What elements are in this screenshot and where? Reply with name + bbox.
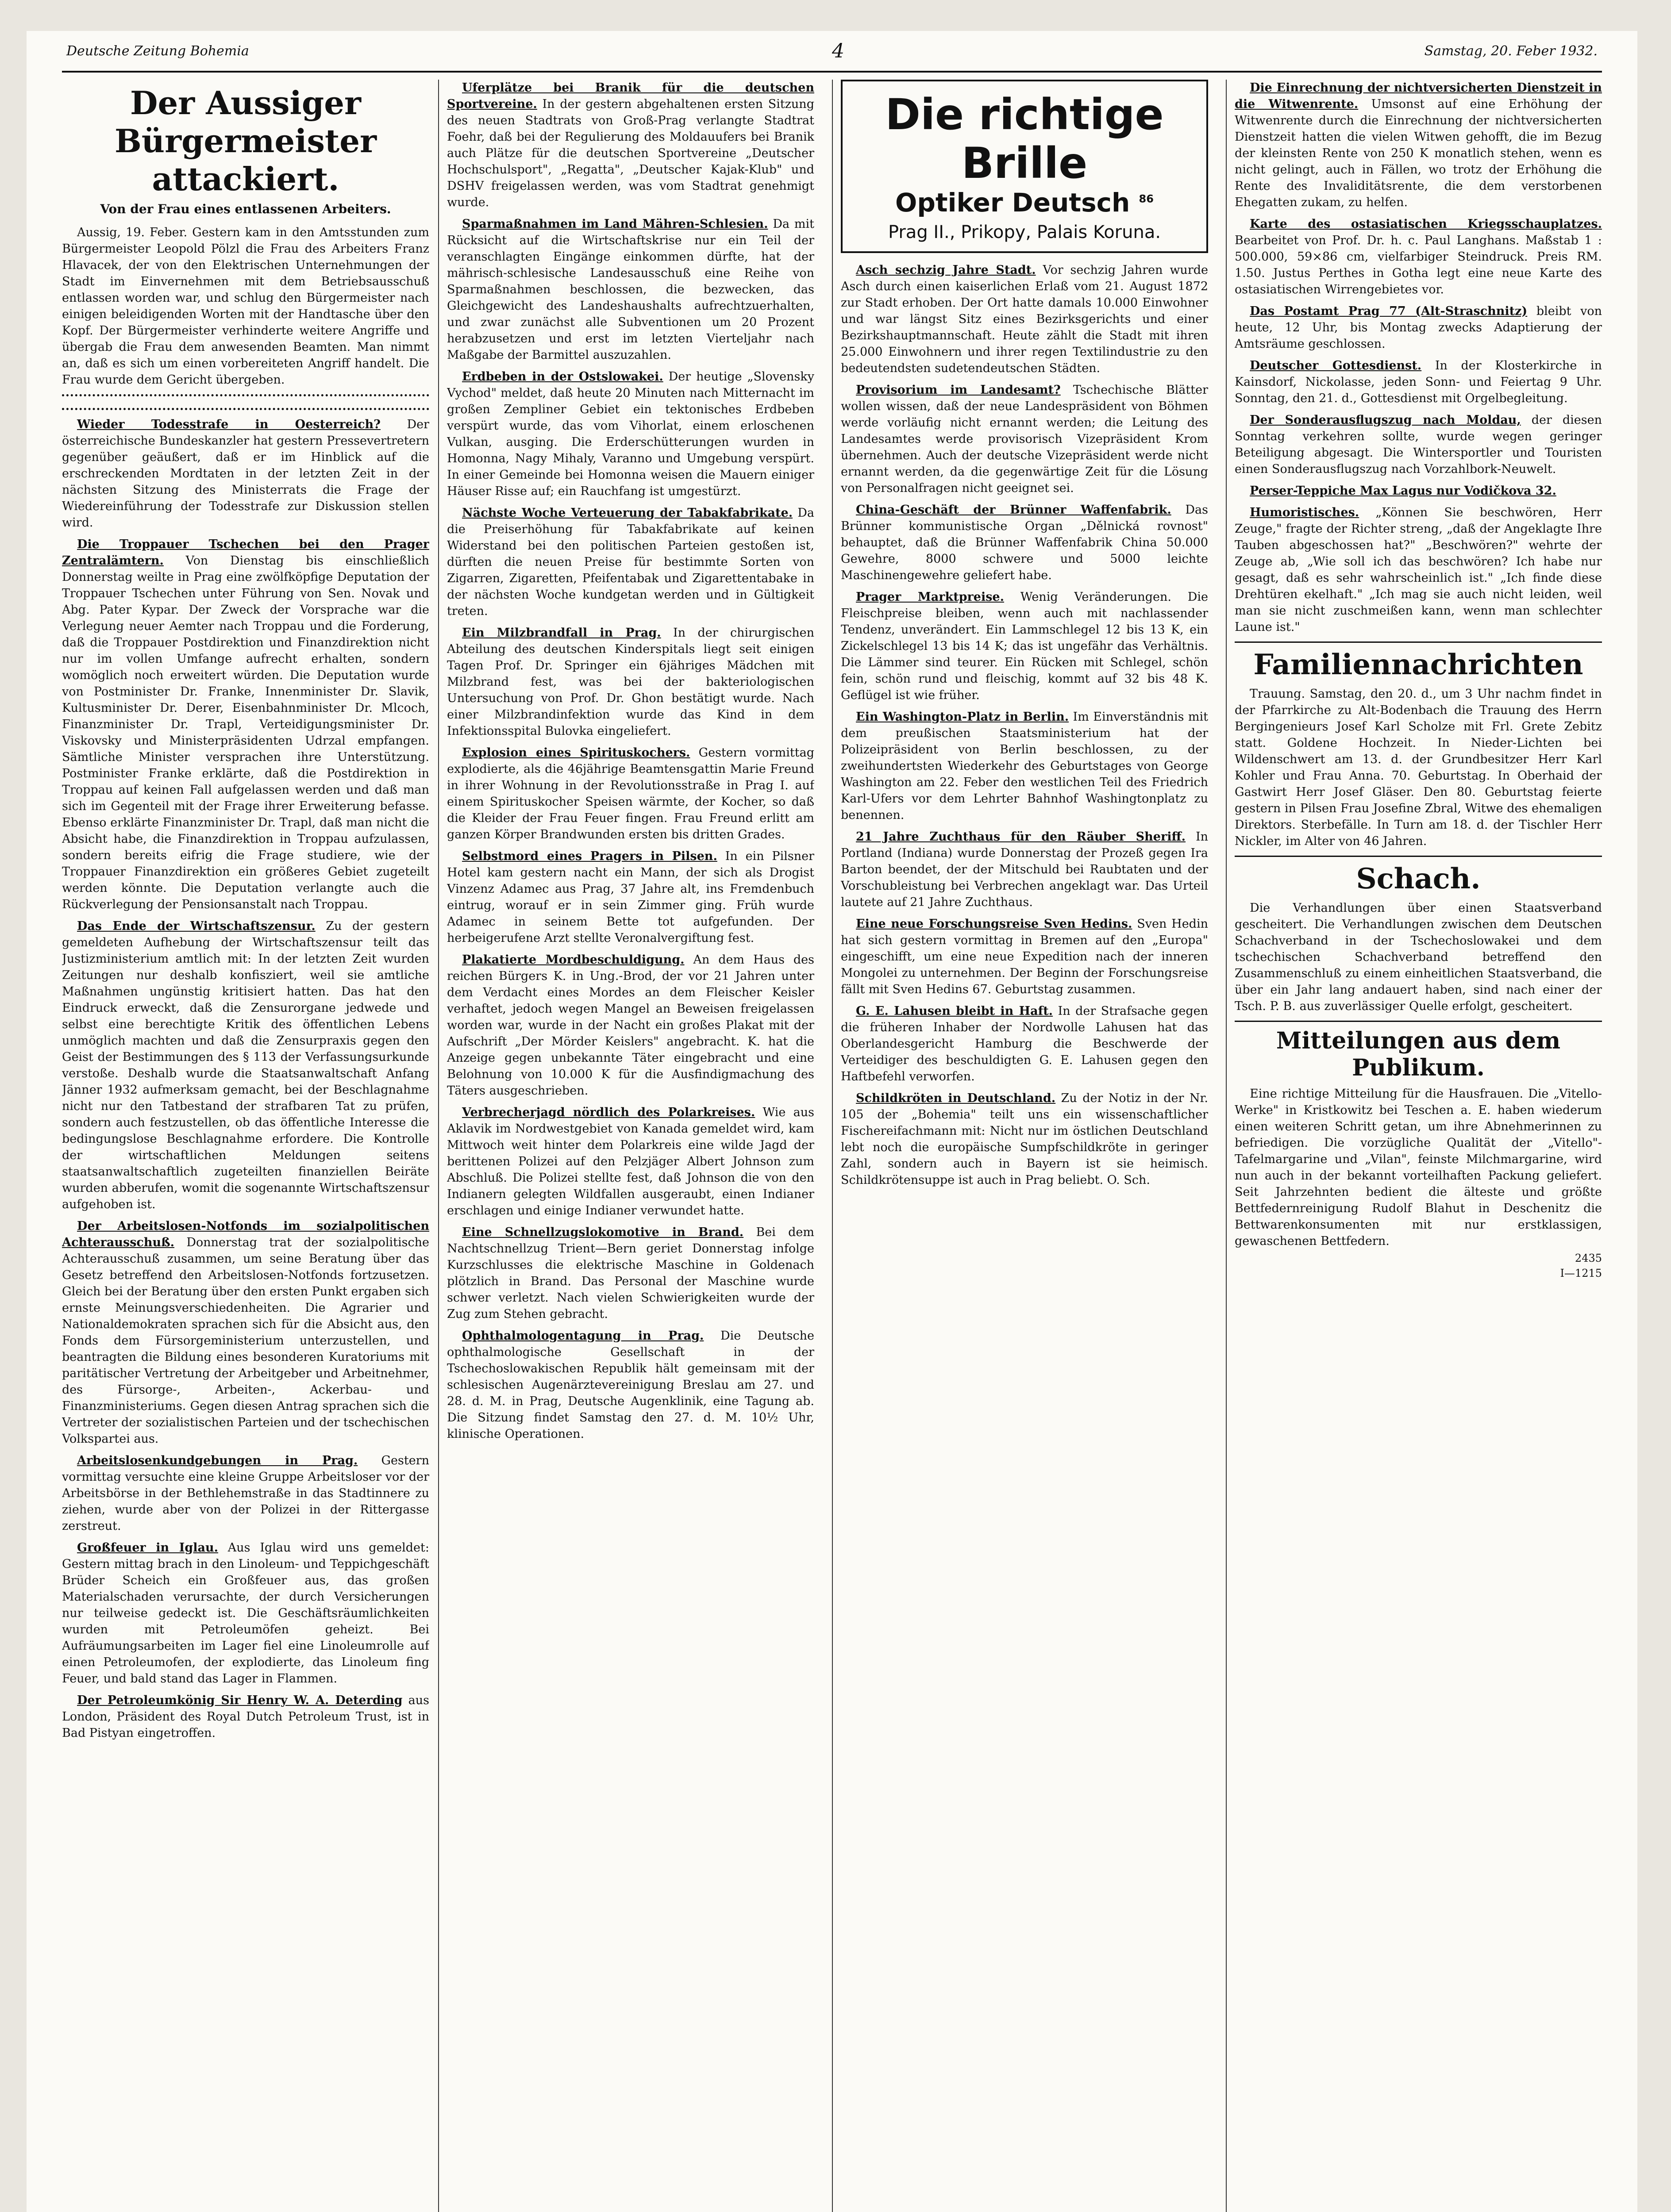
news-item-text: Donnerstag trat der sozialpolitische Achterausschuß zusammen, um seine Beratung über das Gesetz betreffend den Arbeitslosen-Notfonds fortzusetzen. Gleich bei der Beratung über den ersten Punkt ergaben sich ernste Meinungsverschiedenheiten. Die Agrarier und Nationaldemokraten sprachen sich für die Absicht aus, den Fonds dem Fürsorgeministerium unterzustellen, und beantragten die Bildung eines besonderen Kuratoriums mit paritätischer Vertretung der Arbeitgeber und Arbeitnehmer, des Fürsorge-, Arbeiten-, Ackerbau- und Finanzministeriums. Gegen diesen Antrag sprachen sich die Vertreter der sozialistischen Parteien und der tschechischen Volkspartei aus. xyxy=(62,1236,429,1446)
news-item-text: Wie aus Aklavik im Nordwestgebiet von Kanada gemeldet wird, kam Mittwoch weit hinter dem Polarkreis eine wilde Jagd der berittenen Polizei auf den Pelzjäger Albert Johnson zum Abschluß. Die Polizei stellte fest, daß Johnson die von den Indianern gelegten Wildfallen ausgeraubt, einen Indianer erschlagen und einige Indianer verwundet hatte. xyxy=(447,1106,814,1217)
news-item-title: Die Einrechnung der nichtversicherten Dienstzeit in die Witwenrente. xyxy=(1235,81,1602,111)
news-item-title: Erdbeben in der Ostslowakei. xyxy=(462,370,663,384)
chess-heading: Schach. xyxy=(1235,856,1602,895)
lead-headline: Der Aussiger Bürgermeister attackiert. xyxy=(114,84,377,198)
news-item-title: Explosion eines Spirituskochers. xyxy=(462,746,690,760)
news-item xyxy=(62,918,429,1213)
news-item xyxy=(447,625,814,739)
news-item-title: Selbstmord eines Pragers in Pilsen. xyxy=(462,849,717,863)
news-item-title: Humoristisches. xyxy=(1250,506,1359,519)
news-item-text: Der heutige „Slovensky Vychod" meldet, daß heute 20 Minuten nach Mitternacht im großen Zempliner Gebiet ein tektonisches Erdbeben verspürt wurde, das vom Vihorlat, einem erloschenen Vulkan, ausging. Die Erderschütterungen wurden in Homonna, Nagy Mihaly, Varanno und Umgebung verspürt. In einer Gemeinde bei Homonna weisen die Mauern einiger Häuser Risse auf; ein Rauchfang ist umgestürzt. xyxy=(447,370,814,498)
news-item xyxy=(1235,216,1602,298)
news-list xyxy=(447,80,814,1442)
chess-text: Die Verhandlungen über einen Staatsverband gescheitert. Die Verhandlungen zwischen dem Deutschen Schachverband in der Tschechoslowakei und dem tschechischen Schachverband betreffend den Zusammenschluß zu einem einheitlichen Staatsverband, die über ein Jahr lang andauert haben, sind nach einer der Tsch. P. B. aus zuverlässiger Quelle erfolgt, gescheitert. xyxy=(1235,901,1602,1013)
column-rule xyxy=(832,80,833,2212)
news-item-title: Deutscher Gottesdienst. xyxy=(1250,359,1422,373)
news-item-title: Ophthalmologentagung in Prag. xyxy=(462,1329,704,1343)
news-item-text: aus London, Präsident des Royal Dutch Petroleum Trust, ist in Bad Pistyan eingetroffen. xyxy=(62,1694,429,1740)
column-4 xyxy=(1235,80,1602,2212)
ad-code: 2435 xyxy=(1575,1252,1602,1264)
news-item-text: An dem Haus des reichen Bürgers K. in Ung.-Brod, der vor 21 Jahren unter dem Verdacht eines Mordes an dem Fleischer Keisler verhaftet, jedoch wegen Mangel an Beweisen freigelassen worden war, wurde in der Nacht ein großes Plakat mit der Aufschrift „Der Mörder Keislers" angebracht. K. hat die Anzeige gegen unbekannte Täter eingebracht und eine Belohnung von 10.000 K für die Ausfindigmachung des Täters ausgeschrieben. xyxy=(447,953,814,1098)
news-item-title: Eine neue Forschungsreise Sven Hedins. xyxy=(856,917,1132,931)
news-item-title: Ein Milzbrandfall in Prag. xyxy=(462,626,661,640)
news-list xyxy=(1235,80,1602,635)
news-item-title: Nächste Woche Verteuerung der Tabakfabrikate. xyxy=(462,506,793,520)
family-news-heading: Familiennachrichten xyxy=(1235,641,1602,681)
ad-company xyxy=(847,188,1202,218)
news-item-title: Perser-Teppiche Max Lagus nur Vodičkova 32. xyxy=(1250,484,1556,498)
news-item xyxy=(62,1218,429,1447)
separator-rule xyxy=(62,394,429,410)
news-item xyxy=(447,1224,814,1322)
news-item-text: In Portland (Indiana) wurde Donnerstag der Prozeß gegen Ira Barton beendet, der der Mitschuld bei Raubtaten und der Vorschubleistung bei Verbrechen angeklagt war. Das Urteil lautete auf 21 Jahre Zuchthaus. xyxy=(841,830,1208,909)
news-item-text: Gestern vormittag explodierte, als die 46jährige Beamtensgattin Marie Freund in ihrer Wohnung in der Revolutionsstraße in Prag I. auf einem Spirituskocher Speisen wärmte, der Kocher, so daß die Kleider der Frau Feuer fingen. Frau Freund erlitt am ganzen Körper Brandwunden ersten bis dritten Grades. xyxy=(447,746,814,841)
page-header xyxy=(62,35,1602,73)
newspaper-page xyxy=(27,31,1637,2212)
news-item xyxy=(841,589,1208,703)
news-item-text: der diesen Sonntag verkehren sollte, wurde wegen geringer Beteiligung abgesagt. Die Wintersportler und Touristen einen Sonderausflugszug nach Vorzahlbork-Neuwelt. xyxy=(1235,413,1602,476)
news-list xyxy=(62,416,429,1741)
lead-byline: Von der Frau eines entlassenen Arbeiters. xyxy=(100,202,391,216)
news-item xyxy=(62,536,429,913)
news-item xyxy=(447,80,814,211)
news-item-text: Sven Hedin hat sich gestern vormittag in Bremen auf den „Europa" eingeschifft, um eine neue Expedition nach der inneren Mongolei zu unternehmen. Der Beginn der Forschungsreise fällt mit Sven Hedins 67. Geburtstag zusammen. xyxy=(841,917,1208,996)
news-item xyxy=(447,1328,814,1442)
news-item-title: Ein Washington-Platz in Berlin. xyxy=(856,710,1069,724)
news-item-title: Prager Marktpreise. xyxy=(856,590,1004,604)
news-item-text: „Können Sie beschwören, Herr Zeuge," fragte der Richter streng, „daß der Angeklagte Ihre Tauben abgeschossen hat?" „Beschwören?" wehrte der Zeuge ab, „Wie soll ich das beschwören? Ich habe nur gesagt, daß es sehr wahrscheinlich ist." „Ich finde diese Drehtüren ekelhaft." „Ich mag sie auch nicht leiden, weil man sie nicht zuschmeißen kann, wenn man schlechter Laune ist." xyxy=(1235,506,1602,634)
news-item xyxy=(1235,412,1602,477)
news-item xyxy=(62,1452,429,1534)
column-3 xyxy=(841,80,1208,2212)
news-item xyxy=(841,1003,1208,1085)
news-item-text: In der Klosterkirche in Kainsdorf, Nickolasse, jeden Sonn- und Feiertag 9 Uhr. Sonntag, den 21. d., Gottesdienst mit Orgelbegleitung. xyxy=(1235,359,1602,405)
family-news-text: Trauung. Samstag, den 20. d., um 3 Uhr nachm findet in der Pfarrkirche zu Alt-Bodenbach die Trauung des Herrn Bergingenieurs Josef Karl Scholze mit Frl. Grete Zebitz statt. Goldene Hochzeit. In Nieder-Lichten bei Wildenschwert am 13. d. der Grundbesitzer Herr Karl Kohler und Frau Anna. 70. Geburtstag. In Oberhaid der Gastwirt Herr Josef Gläser. Den 80. Geburtstag feierte gestern in Pilsen Frau Josefine Zbral, Witwe des ehemaligen Direktors. Sterbefälle. In Turn am 18. d. der Tischler Herr Nickler, im Alter von 46 Jahren. xyxy=(1235,687,1602,848)
ad-title: Die richtige Brille xyxy=(885,90,1164,188)
lead-article-text: Aussig, 19. Feber. Gestern kam in den Amtsstunden zum Bürgermeister Leopold Pölzl die Frau des Arbeiters Franz Hlavacek, der von den Elektrischen Unternehmungen der Stadt im Einvernehmen mit dem Betriebsausschuß entlassen worden war, und schlug den Bürgermeister nach einigen beleidigenden Worten mit der Handtasche über den Kopf. Der Bürgermeister verhinderte weitere Angriffe und übergab die Frau dem anwesenden Beamten. Man nimmt an, daß es sich um einen vorbereiteten Angriff handelt. Die Frau wurde dem Gericht übergeben. xyxy=(62,226,429,387)
news-item xyxy=(447,505,814,619)
news-item-text: Das Brünner kommunistische Organ „Dělnická rovnost" behauptet, daß die Brünner Waffenfabrik China 50.000 Gewehre, 8000 schwere und 5000 leichte Maschinengewehre geliefert habe. xyxy=(841,503,1208,582)
news-item xyxy=(841,916,1208,998)
news-item xyxy=(841,502,1208,584)
news-item-text: bleibt von heute, 12 Uhr, bis Montag zwecks Adaptierung der Amtsräume geschlossen. xyxy=(1235,304,1602,351)
news-item-text: Gestern vormittag versuchte eine kleine Gruppe Arbeitsloser vor der Arbeitsbörse in der Bethlehemstraße in das Stadtinnere zu ziehen, wurde aber von der Polizei in der Rittergasse zerstreut. xyxy=(62,1454,429,1533)
optician-advertisement xyxy=(841,80,1208,253)
news-item-title: Arbeitslosenkundgebungen in Prag. xyxy=(77,1454,358,1467)
news-item-text: Umsonst auf eine Erhöhung der Witwenrente durch die Einrechnung der nichtversicherten Dienstzeit hatten die vielen Witwen gehofft, die im Bezug der kleinsten Rente von 250 K monatlich stehen, wenn es nicht gelingt, auch in Fällen, wo trotz der Erhöhung die Rente des Invaliditätsrente, die dem verstorbenen Ehegatten zukam, zu helfen. xyxy=(1235,97,1602,209)
news-item xyxy=(841,262,1208,376)
news-item-title: Der Sonderausflugszug nach Moldau, xyxy=(1250,413,1521,427)
news-item xyxy=(1235,483,1602,499)
news-item-text: Da mit Rücksicht auf die Wirtschaftskrise nur ein Teil der veranschlagten Eingänge einkommen dürfte, hat der mährisch-schlesische Landesausschuß eine Reihe von Sparmaßnahmen beschlossen, die bezwecken, das Gleichgewicht des Landeshaushalts aufrechtzuerhalten, und zwar zunächst alle Subventionen um 20 Prozent herabzusetzen und erst im letzten Vierteljahr nach Maßgabe der Barmittel auszuzahlen. xyxy=(447,217,814,362)
news-item-text: Zu der Notiz in der Nr. 105 der „Bohemia" teilt uns ein wissenschaftlicher Fischereifachmann mit: Nicht nur im östlichen Deutschland lebt noch die europäische Sumpfschildkröte in geringer Zahl, sondern auch in Bayern ist sie heimisch. Schildkrötensuppe ist auch in Prag beliebt. O. Sch. xyxy=(841,1091,1208,1187)
news-item xyxy=(841,709,1208,823)
ad-address: Prag II., Prikopy, Palais Koruna. xyxy=(888,222,1161,242)
news-item-text: Der österreichische Bundeskanzler hat gestern Pressevertretern gegenüber geäußert, daß er im Hinblick auf die erschreckenden Mordtaten in der letzten Zeit in der nächsten Sitzung des Ministerrats die Frage der Wiedereinführung der Todesstrafe zur Diskussion stellen wird. xyxy=(62,418,429,530)
news-list xyxy=(841,262,1208,1188)
news-item-text: Bearbeitet von Prof. Dr. h. c. Paul Langhans. Maßstab 1 : 500.000, 59×86 cm, vielfarbiger Steindruck. Preis RM. 1.50. Justus Perthes in Gotha legt eine neue Karte des ostasiatischen Wirrengebietes vor. xyxy=(1235,234,1602,296)
news-item-text: In der Strafsache gegen die früheren Inhaber der Nordwolle Lahusen hat das Oberlandesgericht Hamburg die Beschwerde der Verteidiger des beschuldigten G. E. Lahusen gegen den Haftbefehl verworfen. xyxy=(841,1004,1208,1083)
news-item-title: G. E. Lahusen bleibt in Haft. xyxy=(856,1004,1053,1018)
news-item-title: Verbrecherjagd nördlich des Polarkreises. xyxy=(462,1106,755,1119)
column-rule xyxy=(438,80,439,2212)
news-item xyxy=(1235,504,1602,635)
news-item-text: Von Dienstag bis einschließlich Donnerstag weilte in Prag eine zwölfköpfige Deputation der Troppauer Tschechen unter Führung von Sen. Novak und Abg. Pater Kypar. Der Zweck der Vorsprache war die Verlegung neuer Aemter nach Troppau und die Forderung, daß die Troppauer Postdirektion und Finanzdirektion nicht nur im vollen Umfange aufrecht erhalten, sondern womöglich noch erweitert würden. Die Deputation wurde von Postminister Dr. Franke, Innenminister Dr. Slavik, Kultusminister Dr. Derer, Eisenbahnminister Dr. Mlcoch, Finanzminister Dr. Trapl, Verteidigungsminister Dr. Viskovsky und Ministerpräsidenten Udrzal empfangen. Sämtliche Minister versprachen ihre Unterstützung. Postminister Franke erklärte, daß die Postdirektion in Troppau auf keinen Fall aufgelassen werden und daß man sich im Gegenteil mit der Frage ihrer Erweiterung befasse. Ebenso erklärte Finanzminister Dr. Trapl, daß man nicht die Absicht habe, die Finanzdirektion in Troppau aufzulassen, sondern bereits eifrig die Frage studiere, wie der Troppauer Finanzdirektion ein größeres Gebiet zugeteilt werden könnte. Die Deputation verlangte auch die Rückverlegung der Pensionsanstalt nach Troppau. xyxy=(62,554,429,911)
ad-company-name: Optiker Deutsch xyxy=(895,188,1130,218)
news-item-title: Eine Schnellzugslokomotive in Brand. xyxy=(462,1225,744,1239)
news-item xyxy=(447,952,814,1099)
column-2 xyxy=(447,80,814,2212)
news-item xyxy=(447,848,814,946)
news-item xyxy=(1235,357,1602,407)
public-notices-heading: Mitteilungen aus dem Publikum. xyxy=(1235,1021,1602,1081)
news-item-text: Zu der gestern gemeldeten Aufhebung der Wirtschaftszensur teilt das Justizministerium amtlich mit: In der letzten Zeit wurden Zeitungen nur deshalb konfisziert, weil sie amtliche Maßnahmen ungünstig kritisiert hatten. Das hat den Eindruck erweckt, daß die Zensurorgane jedwede und selbst eine berechtigte Kritik des öffentlichen Lebens unmöglich machten und daß die Zensurpraxis gegen den Geist der Bestimmungen des § 113 der Verfassungsurkunde verstoße. Deshalb wurde die Staatsanwaltschaft Anfang Jänner 1932 aufmerksam gemacht, bei der Beschlagnahme nicht nur den Tatbestand der strafbaren Tat zu prüfen, sondern auch festzustellen, ob das öffentliche Interesse die bedingungslose Beschlagnahme erfordere. Die Kontrolle der wirtschaftlichen Meldungen seitens staatsanwaltschaftlich zugeteilten finanziellen Beiräte wurden abberufen, womit die sogenannte Wirtschaftszensur aufgehoben ist. xyxy=(62,919,429,1211)
ad-code: 86 xyxy=(1139,192,1154,205)
public-notices-text: Eine richtige Mitteilung für die Hausfrauen. Die „Vitello-Werke" in Kristkowitz bei Teschen a. E. haben wiederum einen weiteren Schritt getan, um ihre Abnehmerinnen zu befriedigen. Die vorzügliche Qualität der „Vitello"-Tafelmargarine und „Vilan", feinste Milchmargarine, wird nun auch in der bekannt vorteilhaften Packung geliefert. Seit Jahrzehnten bedient die älteste und größte Bettfedernreinigung Rudolf Blahut in Deschenitz die Bettwarenkonsumenten mit nur erstklassigen, gewaschenen Bettfedern. xyxy=(1235,1087,1602,1248)
news-item-title: China-Geschäft der Brünner Waffenfabrik. xyxy=(856,503,1171,517)
news-item-text: In der gestern abgehaltenen ersten Sitzung des neuen Stadtrats von Groß-Prag verlangte Stadtrat Foehr, daß bei der Regulierung des Moldauufers bei Branik auch Plätze für die deutschen Sportvereine „Deutscher Hochschulsport", „Regatta", „Deutscher Kajak-Klub" und DSHV freigelassen werden, was vom Stadtrat genehmigt wurde. xyxy=(447,97,814,209)
news-item xyxy=(447,369,814,499)
news-item-text: In der chirurgischen Abteilung des deutschen Kinderspitals liegt seit einigen Tagen Prof. Dr. Springer ein 6jähriges Mädchen mit Milzbrand fest, was bei der bakteriologischen Untersuchung von Prof. Dr. Ghon bestätigt wurde. Nach einer Milzbrandinfektion wurde das Kind in dem Infektionsspital Bulovka eingeliefert. xyxy=(447,626,814,738)
column-rule xyxy=(1226,80,1227,2212)
news-item-title: Das Postamt Prag 77 (Alt-Straschnitz) xyxy=(1250,304,1528,318)
news-item-title: Das Ende der Wirtschaftszensur. xyxy=(77,919,316,933)
news-item xyxy=(62,1692,429,1741)
news-item-title: Wieder Todesstrafe in Oesterreich? xyxy=(77,418,381,431)
news-item-text: Vor sechzig Jahren wurde Asch durch einen kaiserlichen Erlaß vom 21. August 1872 zur Stadt erhoben. Der Ort hatte damals 10.000 Einwohner und war längst Sitz eines Bezirksgerichts und einer Bezirkshauptmannschaft. Heute zählt die Stadt mit ihren 25.000 Einwohnern und ihrer regen Textilindustrie zu den bedeutendsten sudetendeutschen Städten. xyxy=(841,263,1208,375)
news-item-text: Wenig Veränderungen. Die Fleischpreise bleiben, wenn auch mit nachlassender Tendenz, unverändert. Ein Lammschlegel 12 bis 13 K, ein Zickelschlegel 13 bis 14 K; das ist ungefähr das Verhältnis. Die Lämmer sind teurer. Ein Rücken mit Schlegel, schön fein, schön rund und fleischig, kommt auf 32 bis 48 K. Geflügel ist wie früher. xyxy=(841,590,1208,702)
header-paper-name: Deutsche Zeitung Bohemia xyxy=(66,43,249,59)
news-item-title: Provisorium im Landesamt? xyxy=(856,383,1061,397)
column-1 xyxy=(62,80,429,2212)
news-item-title: Schildkröten in Deutschland. xyxy=(856,1091,1056,1105)
news-item xyxy=(841,382,1208,496)
news-item-title: 21 Jahre Zuchthaus für den Räuber Sheriff. xyxy=(856,830,1186,844)
news-item-text: Da die Preiserhöhung für Tabakfabrikate auf keinen Widerstand bei den politischen Parteien gestoßen ist, dürften die neuen Preise für bestimmte Sorten von Zigarren, Zigaretten, Pfeifentabak und Zigarettentabake in der nächsten Woche kundgetan werden und in Gültigkeit treten. xyxy=(447,506,814,618)
news-item xyxy=(447,745,814,843)
header-page-number: 4 xyxy=(832,40,844,62)
news-item xyxy=(841,829,1208,910)
news-item-title: Der Arbeitslosen-Notfonds im sozialpolitischen Achterausschuß. xyxy=(62,1219,429,1249)
news-item-text: Tschechische Blätter wollen wissen, daß der neue Landespräsident von Böhmen werde vorläufig nicht ernannt werden; die Leitung des Landesamtes werde provisorisch Vizepräsident Krom übernehmen. Auch der deutsche Vizepräsident werde nicht ernannt werden, da die gegenwärtige Zeit für die Lösung von Personalfragen nicht geeignet sei. xyxy=(841,383,1208,495)
header-date: Samstag, 20. Feber 1932. xyxy=(1424,43,1598,59)
news-item-title: Sparmaßnahmen im Land Mähren-Schlesien. xyxy=(462,217,768,231)
news-item-title: Großfeuer in Iglau. xyxy=(77,1541,219,1555)
news-item-title: Plakatierte Mordbeschuldigung. xyxy=(462,953,685,967)
news-item xyxy=(447,1104,814,1219)
news-item-title: Uferplätze bei Branik für die deutschen Sportvereine. xyxy=(447,81,814,111)
news-item-text: Im Einverständnis mit dem preußischen Staatsministerium hat der Polizeipräsident von Berlin beschlossen, zu der zweihundertsten Wiederkehr des Geburtstages von George Washington am 22. Feber den westlichen Teil des Friedrich Karl-Ufers vor dem Lehrter Bahnhof Washingtonplatz zu benennen. xyxy=(841,710,1208,822)
news-item-text: Aus Iglau wird uns gemeldet: Gestern mittag brach in den Linoleum- und Teppichgeschäft Brüder Scheich ein Großfeuer aus, das großen Materialschaden verursachte, der durch Versicherungen nur teilweise gedeckt ist. Die Geschäftsräumlichkeiten wurden mit Petroleumöfen geheizt. Bei Aufräumungsarbeiten im Lager fiel eine Linoleumrolle auf einen Petroleumofen, der explodierte, das Linoleum fing Feuer, und bald stand das Lager in Flammen. xyxy=(62,1541,429,1686)
news-item xyxy=(1235,303,1602,352)
news-item-title: Die Troppauer Tschechen bei den Prager Zentralämtern. xyxy=(62,538,429,568)
news-item-text: Bei dem Nachtschnellzug Trient—Bern geriet Donnerstag infolge Kurzschlusses die elektrische Maschine in Goldenach plötzlich in Brand. Das Personal der Maschine wurde schwer verletzt. Nach vielen Schwierigkeiten wurde der Zug zum Stehen gebracht. xyxy=(447,1225,814,1321)
news-item xyxy=(62,416,429,531)
ad-code: I—1215 xyxy=(1560,1267,1602,1279)
news-item xyxy=(62,1540,429,1687)
news-item-text: In ein Pilsner Hotel kam gestern nacht ein Mann, der sich als Drogist Vinzenz Adamec aus Prag, 37 Jahre alt, ins Fremdenbuch eintrug, worauf er in sein Zimmer ging. Früh wurde Adamec in seinem Bette tot aufgefunden. Der herbeigerufene Arzt stellte Veronalvergiftung fest. xyxy=(447,849,814,945)
news-item xyxy=(447,216,814,363)
news-item-title: Karte des ostasiatischen Kriegsschauplatzes. xyxy=(1250,217,1602,231)
news-item-title: Asch sechzig Jahre Stadt. xyxy=(856,263,1036,277)
news-item xyxy=(1235,80,1602,211)
news-item-title: Der Petroleumkönig Sir Henry W. A. Deterding xyxy=(77,1694,403,1707)
news-item xyxy=(841,1090,1208,1188)
news-item-text: Die Deutsche ophthalmologische Gesellschaft in der Tschechoslowakischen Republik hält gemeinsam mit der schlesischen Augenärztevereinigung Breslau am 27. und 28. d. M. in Prag, Deutsche Augenklinik, eine Tagung ab. Die Sitzung findet Samstag den 27. d. M. 10½ Uhr, klinische Operationen. xyxy=(447,1329,814,1441)
